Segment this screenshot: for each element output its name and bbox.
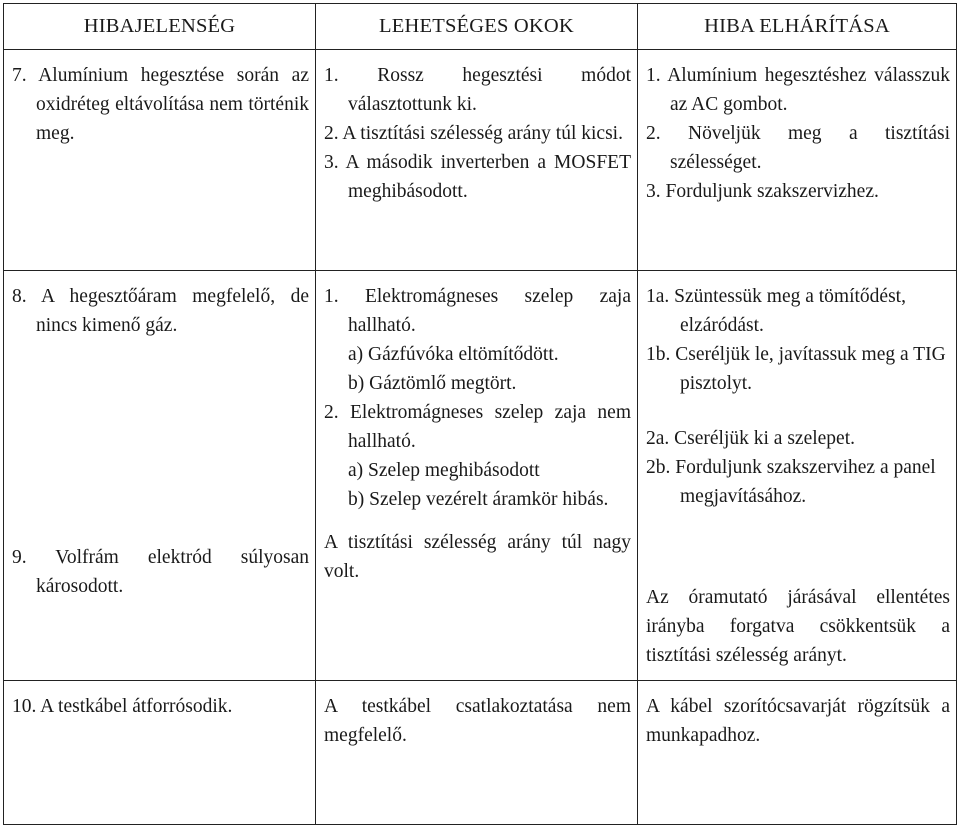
header-symptom: HIBAJELENSÉG [4,4,316,50]
cause-item: 2. Elektromágneses szelep zaja nem hallható. [324,402,631,452]
symptom-cell [4,681,316,825]
header-fixes: HIBA ELHÁRÍTÁSA [638,4,957,50]
cause-item: 2. A tisztítási szélesség arány túl kicsi. [324,123,623,144]
symptom-text: 10. A testkábel átforrósodik. [12,696,233,717]
table-header-row [4,4,957,50]
symptom-text: 9. Volfrám elektród súlyosan károsodott. [12,547,309,597]
fix-item: 2b. Forduljunk szakszervihez a panel megjavításához. [646,457,936,507]
table-row [4,50,957,271]
causes-cell [316,50,638,271]
cause-item: 3. A második inverterben a MOSFET meghibásodott. [324,152,631,202]
cause-subitem: b) Szelep vezérelt áramkör hibás. [348,489,609,510]
cause-subitem: a) Gázfúvóka eltömítődött. [348,344,559,365]
fixes-cell [638,271,957,681]
fix-item: 2. Növeljük meg a tisztítási szélességet. [646,123,950,173]
fixes-cell [638,681,957,825]
fix-item: 2a. Cseréljük ki a szelepet. [646,428,856,449]
header-causes: LEHETSÉGES OKOK [316,4,638,50]
fix-text: A kábel szorítócsavarját rögzítsük a munkapadhoz. [646,696,950,746]
cause-subitem: a) Szelep meghibásodott [348,460,540,481]
cause-item: 1. Rossz hegesztési módot választottunk ki. [324,65,631,115]
symptom-text: 8. A hegesztőáram megfelelő, de nincs kimenő gáz. [12,286,309,336]
table-row [4,271,957,681]
fix-item: 1a. Szüntessük meg a tömítődést, elzáródást. [646,286,906,336]
cause-item: 1. Elektromágneses szelep zaja hallható. [324,286,631,336]
cause-text: A tisztítási szélesség arány túl nagy volt. [324,532,631,582]
symptom-text: 7. Alumínium hegesztése során az oxidréteg eltávolítása nem történik meg. [12,65,309,144]
symptom-cell [4,50,316,271]
causes-cell [316,271,638,681]
fix-item: 1b. Cseréljük le, javítassuk meg a TIG pisztolyt. [646,344,946,394]
table-row [4,681,957,825]
fix-item: 1. Alumínium hegesztéshez válasszuk az AC gombot. [646,65,950,115]
troubleshooting-table [3,3,957,825]
symptom-cell [4,271,316,681]
causes-cell [316,681,638,825]
fix-item: 3. Forduljunk szakszervizhez. [646,181,879,202]
cause-text: A testkábel csatlakoztatása nem megfelelő. [324,696,631,746]
fix-text: Az óramutató járásával ellentétes irányba forgatva csökkentsük a tisztítási szélesség arányt. [646,587,950,666]
cause-subitem: b) Gáztömlő megtört. [348,373,517,394]
fixes-cell [638,50,957,271]
